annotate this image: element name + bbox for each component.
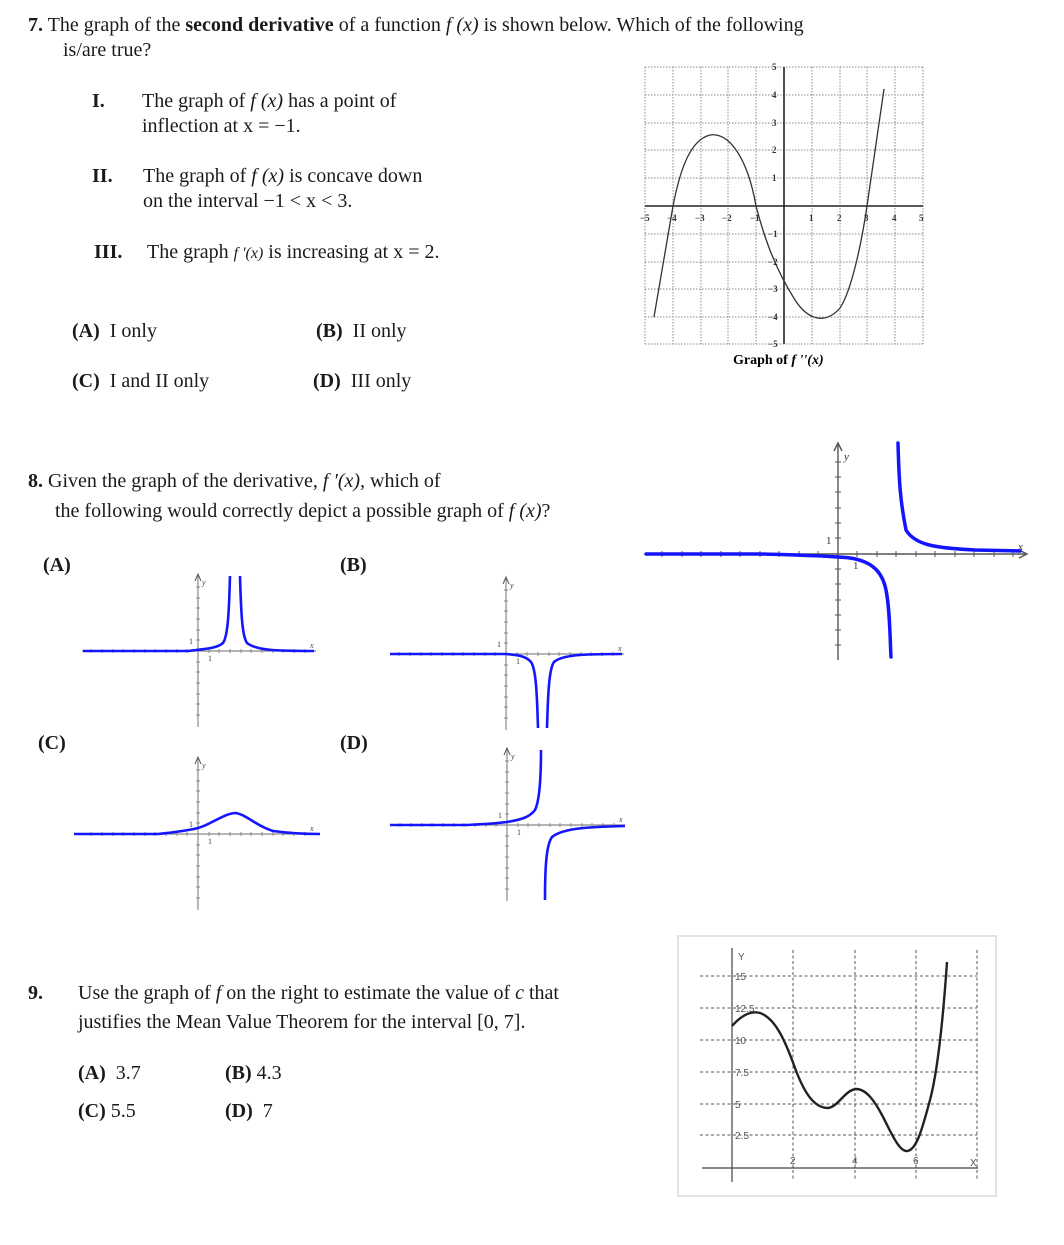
svg-text:x: x [1018,541,1023,553]
svg-text:6: 6 [913,1156,919,1167]
svg-text:−4: −4 [667,213,677,223]
q8-choice-c-label[interactable]: (C) [38,732,66,754]
q9-stem-f: f [215,982,222,1004]
svg-text:1: 1 [826,535,832,547]
svg-text:−2: −2 [768,257,778,267]
q8-choice-b-label[interactable]: (B) [340,554,367,576]
choice-label: (D) [313,370,341,392]
svg-text:−4: −4 [768,312,778,322]
q7-statement-2-label: II. [92,165,113,187]
choice-text: 7 [262,1100,273,1122]
svg-text:10: 10 [735,1036,747,1047]
statement-text: The graph [147,241,234,263]
svg-text:y: y [202,578,206,587]
choice-label: (C) [72,370,100,392]
choice-label: (D) [225,1100,253,1122]
q7-stem-fx: f (x) [445,14,479,36]
q8-choice-d-label[interactable]: (D) [340,732,368,754]
choice-label: (B) [316,320,343,342]
statement-fx: f '(x) [233,245,264,262]
choice-text: 5.5 [110,1100,136,1122]
choice-text: I and II only [109,370,210,392]
svg-text:y: y [844,451,849,463]
svg-text:4: 4 [852,1156,858,1167]
svg-text:−3: −3 [695,213,705,223]
statement-fx: f (x) [250,90,284,112]
choice-text: 3.7 [115,1062,141,1084]
q7-statement-3-label: III. [94,241,123,263]
q7-stem-text: is shown below. Which of the following [478,14,804,36]
statement-text: has a point of [283,90,397,112]
choice-label: (A) [78,1062,106,1084]
q8-choice-a-label[interactable]: (A) [43,554,71,576]
choice-label: (C) [78,1100,106,1122]
q8-stem-text: Given the graph of the derivative, [48,470,323,492]
svg-text:1: 1 [497,640,501,649]
choice-text: 4.3 [256,1062,282,1084]
svg-text:1: 1 [498,811,502,820]
q7-statement-1-line2: inflection at x = −1. [142,115,301,137]
q9-stem-text: that [524,982,559,1004]
svg-text:−5: −5 [768,339,778,349]
svg-text:3: 3 [772,118,777,128]
svg-text:7.5: 7.5 [735,1068,749,1079]
svg-text:x: x [310,641,314,650]
statement-text: The graph of [142,90,251,112]
svg-text:12.5: 12.5 [735,1004,755,1015]
svg-text:1: 1 [516,657,520,666]
q9-stem-line2: justifies the Mean Value Theorem for the interval [0, 7]. [78,1011,526,1033]
q7-stem-text: of a function [333,14,446,36]
choice-text: II only [352,320,407,342]
svg-text:x: x [310,824,314,833]
q7-number: 7. [28,14,43,36]
q9-stem-c: c [515,982,524,1004]
q7-stem-text: The graph of the [47,14,186,36]
svg-text:x: x [618,644,622,653]
svg-text:−1: −1 [768,229,778,239]
svg-text:4: 4 [892,213,897,223]
svg-text:5: 5 [772,62,777,72]
svg-text:1: 1 [208,837,212,846]
q7-statement-2-line2: on the interval −1 < x < 3. [143,190,353,212]
q9-stem-text: Use the graph of [78,982,216,1004]
statement-text: is concave down [284,165,423,187]
svg-text:1: 1 [517,828,521,837]
statement-text: is increasing at x = 2. [263,241,440,263]
svg-text:4: 4 [772,90,777,100]
svg-text:1: 1 [772,173,777,183]
q8-stem-fx: f (x) [508,500,542,522]
q8-number: 8. [28,470,43,492]
svg-text:2: 2 [772,145,777,155]
q7-stem-bold: second derivative [185,14,334,36]
svg-text:−3: −3 [768,284,778,294]
q8-stem-text: ? [541,500,551,522]
q9-number: 9. [28,982,43,1004]
svg-text:Y: Y [738,952,745,963]
statement-text: The graph of [143,165,252,187]
svg-text:5: 5 [919,213,924,223]
svg-text:1: 1 [809,213,814,223]
svg-text:1: 1 [189,637,193,646]
svg-text:15: 15 [735,972,747,983]
svg-text:1: 1 [853,560,859,572]
svg-text:y: y [202,761,206,770]
svg-text:X: X [970,1158,977,1169]
svg-text:3: 3 [864,213,869,223]
choice-label: (B) [225,1062,252,1084]
q9-stem-text: on the right to estimate the value of [221,982,516,1004]
q8-stem-fx: f ′(x) [322,470,361,492]
statement-fx: f (x) [251,165,285,187]
svg-text:2.5: 2.5 [735,1131,749,1142]
svg-text:x: x [619,815,623,824]
svg-text:2: 2 [790,1156,796,1167]
graph-caption: Graph of f ''(x) [733,353,824,368]
q7-stem-line2: is/are true? [63,39,152,61]
svg-text:5: 5 [735,1100,741,1111]
choice-label: (A) [72,320,100,342]
svg-text:y: y [510,581,514,590]
svg-text:2: 2 [837,213,842,223]
svg-text:−2: −2 [722,213,732,223]
svg-text:y: y [511,752,515,761]
q8-stem-text: , which of [360,470,441,492]
svg-text:1: 1 [208,654,212,663]
q7-statement-1-label: I. [92,90,105,112]
svg-text:−5: −5 [640,213,650,223]
choice-text: III only [350,370,412,392]
q8-stem-text: the following would correctly depict a possible graph of [55,500,509,522]
svg-text:1: 1 [189,820,193,829]
choice-text: I only [109,320,157,342]
svg-text:−1: −1 [750,213,760,223]
